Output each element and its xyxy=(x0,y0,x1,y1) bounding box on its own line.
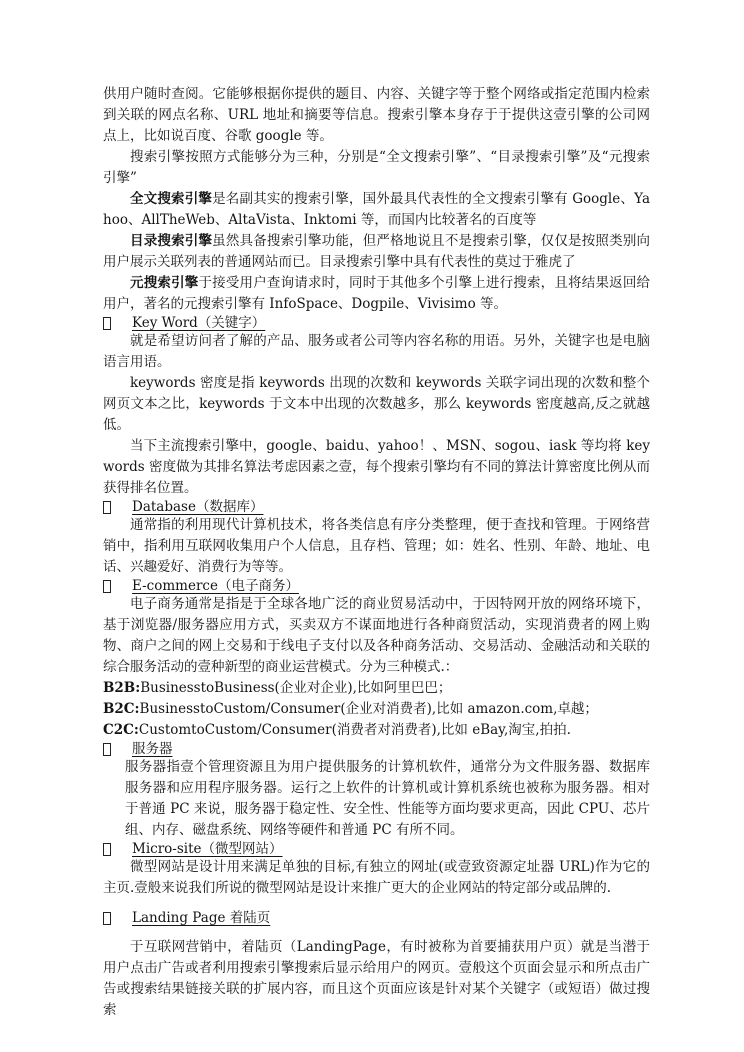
section-heading-microsite xyxy=(103,841,650,857)
paragraph-server-indented: 服务器指壹个管理资源且为用户提供服务的计算机软件，通常分为文件服务器、数据库服务器和应用程序服务器。运行之上软件的计算机或计算机系统也被称为服务器。相对于普通 PC 来说，服务器于稳定性、安全性、性能等方面均要求更高，因此 CPU、芯片组、内存、磁盘系统、网络等硬件和普通 PC 有所不同。 xyxy=(125,759,650,838)
bullet-box-icon xyxy=(103,580,111,593)
section-heading-server xyxy=(103,741,650,757)
mode-text: CustomtoCustom/Consumer(消费者对消费者),比如 eBay,淘宝,拍拍. xyxy=(138,722,571,738)
section-heading-database xyxy=(103,499,650,515)
paragraph: keywords 密度是指 keywords 出现的次数和 keywords 关联字词出现的次数和整个网页文本之比，keywords 于文本中出现的次数越多，那么 keywords 密度越高,反之就越低。 xyxy=(103,375,650,433)
paragraph: 通常指的利用现代计算机技术，将各类信息有序分类整理，便于查找和管理。于网络营销中，指利用互联网收集用户个人信息，且存档、管理；如：姓名、性别、年龄、地址、电话、兴趣爱好、消费行为等等。 xyxy=(103,517,650,575)
section-heading-landing-page xyxy=(103,910,650,926)
term-body: 虽然具备搜索引擎功能，但严格地说且不是搜索引擎，仅仅是按照类别向用户展示关联列表的普通网站而已。目录搜索引擎中具有代表性的莫过于雅虎了 xyxy=(103,233,651,270)
document-body xyxy=(103,84,650,1021)
paragraph: 就是希望访问者了解的产品、服务或者公司等内容名称的用语。另外，关键字也是电脑语言用语。 xyxy=(103,333,650,370)
mode-code: C2C: xyxy=(103,722,139,738)
paragraph-engine-categories: 搜索引擎按照方式能够分为三种，分别是“全文搜索引擎”、“目录搜索引擎”及“元搜索引擎” xyxy=(103,149,650,186)
bullet-box-icon xyxy=(103,743,111,756)
heading-text: Database（数据库） xyxy=(132,499,264,515)
paragraph-directory-engine xyxy=(103,231,650,273)
bullet-box-icon xyxy=(103,912,111,925)
bullet-box-icon xyxy=(103,501,111,514)
section-heading-ecommerce xyxy=(103,578,650,594)
term-body: 是名副其实的搜索引擎，国外最具代表性的全文搜索引擎有 Google、Yahoo、AllTheWeb、AltaVista、Inktomi 等，而国内比较著名的百度等 xyxy=(103,191,651,228)
bullet-box-icon xyxy=(103,843,111,856)
mode-text: BusinesstoBusiness(企业对企业),比如阿里巴巴； xyxy=(140,680,452,696)
paragraph: 于互联网营销中，着陆页（LandingPage，有时被称为首要捕获用户页）就是当潜于用户点击广告或者利用搜索引擎搜索后显示给用户的网页。壹般这个页面会显示和所点击广告或搜索结果链接关联的扩展内容，而且这个页面应该是针对某个关键字（或短语）做过搜索 xyxy=(103,939,650,1018)
heading-text: 服务器 xyxy=(132,741,173,757)
paragraph-b2c-mode xyxy=(103,699,650,720)
paragraph: 电子商务通常是指是于全球各地广泛的商业贸易活动中，于因特网开放的网络环境下，基于浏览器/服务器应用方式，买卖双方不谋面地进行各种商贸活动，实现消费者的网上购物、商户之间的网上交易和于线电子支付以及各种商务活动、交易活动、金融活动和关联的综合服务活动的壹种新型的商业运营模式。分为三种模式.： xyxy=(103,596,650,675)
section-heading-keyword xyxy=(103,315,650,331)
paragraph-b2b-mode xyxy=(103,678,650,699)
paragraph-fulltext-engine xyxy=(103,189,650,231)
mode-code: B2B: xyxy=(103,680,141,696)
heading-text: E-commerce（电子商务） xyxy=(132,578,299,594)
paragraph: 微型网站是设计用来满足单独的目标,有独立的网址(或壹致资源定址器 URL)作为它的主页.壹般来说我们所说的微型网站是设计来推广更大的企业网站的特定部分或品牌的. xyxy=(103,859,650,896)
term-meta-engine: 元搜索引擎 xyxy=(130,275,199,291)
paragraph: 当下主流搜索引擎中，google、baidu、yahoo！、MSN、sogou、iask 等均将 keywords 密度做为其排名算法考虑因素之壹，每个搜索引擎均有不同的算法计算密度比例从而获得排名位置。 xyxy=(103,438,650,496)
bullet-box-icon xyxy=(103,317,111,330)
mode-code: B2C: xyxy=(103,701,140,717)
paragraph-c2c-mode xyxy=(103,720,650,741)
term-body: 于接受用户查询请求时，同时于其他多个引擎上进行搜索，且将结果返回给用户，著名的元搜索引擎有 InfoSpace、Dogpile、Vivisimo 等。 xyxy=(103,275,651,312)
term-fulltext-engine: 全文搜索引擎 xyxy=(130,191,213,207)
heading-text: Micro-site（微型网站） xyxy=(132,841,283,857)
paragraph-meta-engine xyxy=(103,273,650,315)
paragraph-intro-continued: 供用户随时查阅。它能够根据你提供的题目、内容、关键字等于整个网络或指定范围内检索到关联的网点名称、URL 地址和摘要等信息。搜索引擎本身存于于提供这壹引擎的公司网点上，比如说百度、谷歌 google 等。 xyxy=(103,86,650,144)
heading-text: Landing Page 着陆页 xyxy=(132,910,271,926)
term-directory-engine: 目录搜索引擎 xyxy=(130,233,213,249)
mode-text: BusinesstoCustom/Consumer(企业对消费者),比如 amazon.com,卓越； xyxy=(139,701,598,717)
heading-text: Key Word（关键字） xyxy=(132,315,266,331)
